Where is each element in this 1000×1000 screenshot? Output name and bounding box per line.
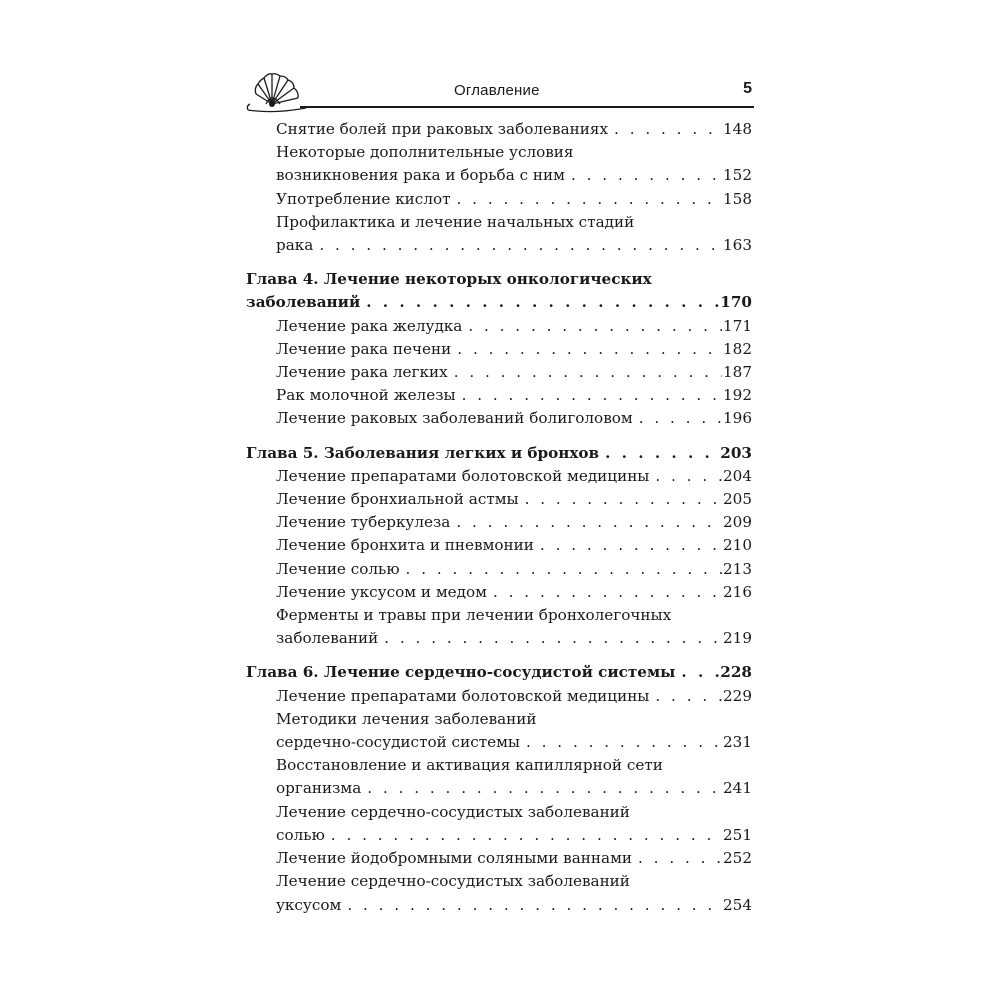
toc-entry-title-line: Лечение бронхиальной астмы [276, 490, 519, 509]
toc-page-number: 205 [723, 490, 752, 509]
toc-page-number: 209 [723, 513, 752, 532]
toc-chapter-entry [246, 268, 752, 314]
dot-leader [519, 488, 722, 511]
dot-leader [313, 234, 722, 257]
toc-entry-title-line: Методики лечения заболеваний [276, 709, 537, 728]
toc-entry-title-line: заболеваний [276, 629, 379, 648]
toc-entry-title-line: Лечение уксусом и медом [276, 582, 487, 601]
toc-section-entry [246, 407, 752, 430]
toc-entry-title-line: сердечно-сосудистой системы [276, 733, 520, 752]
dot-leader [565, 164, 722, 187]
toc-section-entry [246, 754, 752, 800]
dot-leader [675, 661, 720, 684]
toc-entry-title-line: Лечение препаратами болотовской медицины [276, 466, 650, 485]
toc-entry-title-line: рака [276, 236, 314, 255]
toc-section-entry [246, 188, 752, 211]
toc-chapter-entry [246, 442, 752, 465]
toc-page-number: 252 [723, 849, 752, 868]
toc-section-entry [246, 870, 752, 916]
toc-page-number: 171 [723, 316, 752, 335]
toc-page-number: 251 [723, 825, 752, 844]
dot-leader [599, 442, 720, 465]
toc-section-entry [246, 361, 752, 384]
toc-chapter-entry [246, 661, 752, 684]
toc-page-number: 152 [723, 166, 752, 185]
toc-page-number: 228 [720, 663, 752, 682]
toc-section-entry [246, 558, 752, 581]
dot-leader [341, 894, 722, 917]
toc-section-entry [246, 511, 752, 534]
toc-page-number: 219 [723, 629, 752, 648]
toc-entry-title-line: Глава 5. Заболевания легких и бронхов [246, 443, 600, 462]
toc-section-entry [246, 534, 752, 557]
dot-leader [649, 685, 722, 708]
toc-entry-title-line: Лечение солью [276, 559, 400, 578]
toc-entry-title-line: Лечение препаратами болотовской медицины [276, 686, 650, 705]
toc-page-number: 254 [723, 895, 752, 914]
dot-leader [633, 407, 722, 430]
toc-entry-title-line: Снятие болей при раковых заболеваниях [276, 120, 609, 138]
toc-section-entry [246, 465, 752, 488]
dot-leader [456, 384, 722, 407]
toc-entry-title-line: Лечение рака легких [276, 363, 448, 382]
toc-entry-title-line: Лечение сердечно-сосудистых заболеваний [276, 802, 630, 821]
toc-page-number: 203 [720, 443, 752, 462]
dot-leader [462, 315, 722, 338]
toc-entry-title-line: Лечение рака печени [276, 339, 452, 358]
dot-leader [378, 627, 722, 650]
toc-page-number: 196 [723, 409, 752, 428]
section-title: Оглавление [454, 82, 540, 99]
dot-leader [608, 118, 722, 141]
toc-section-entry [246, 685, 752, 708]
dot-leader [448, 361, 722, 384]
toc-page-number: 216 [723, 582, 752, 601]
dot-leader [632, 847, 722, 870]
toc-section-entry [246, 211, 752, 257]
toc-section-entry [246, 141, 752, 187]
toc-page-number: 187 [723, 363, 752, 382]
toc-entry-title-line: Рак молочной железы [276, 386, 456, 405]
toc-entry-title-line: Профилактика и лечение начальных стадий [276, 212, 635, 231]
toc-page-number: 158 [723, 189, 752, 208]
toc-entry-title-line: возникновения рака и борьба с ним [276, 166, 565, 185]
dot-leader [451, 188, 722, 211]
toc-entry-title-line: Лечение рака желудка [276, 316, 463, 335]
toc-page-number: 241 [723, 779, 752, 798]
dot-leader [325, 824, 722, 847]
toc-entry-title-line: заболеваний [246, 293, 361, 312]
toc-page-number: 210 [723, 536, 752, 555]
toc-section-entry [246, 604, 752, 650]
dot-leader [400, 558, 722, 581]
toc-section-entry [246, 847, 752, 870]
toc-section-entry [246, 384, 752, 407]
toc-page-number: 163 [723, 236, 752, 255]
toc-section-entry [246, 315, 752, 338]
toc-section-entry [246, 581, 752, 604]
toc-entry-title-line: Лечение бронхита и пневмонии [276, 536, 534, 555]
toc-section-entry [246, 801, 752, 847]
toc-section-entry [246, 338, 752, 361]
toc-entry-title-line: Лечение йодобромными соляными ваннами [276, 849, 633, 868]
toc-page-number: 204 [723, 466, 752, 485]
toc-page-number: 148 [723, 120, 752, 138]
toc-entry-title-line: Употребление кислот [276, 189, 451, 208]
toc-section-entry [246, 708, 752, 754]
toc-entry-title-line: Глава 6. Лечение сердечно-сосудистой системы [246, 663, 676, 682]
toc-entry-title-line: Лечение туберкулеза [276, 513, 451, 532]
table-of-contents [246, 118, 752, 917]
dot-leader [487, 581, 722, 604]
toc-page-number: 170 [720, 293, 752, 312]
toc-entry-title-line: Лечение сердечно-сосудистых заболеваний [276, 872, 630, 891]
toc-entry-title-line: организма [276, 779, 362, 798]
toc-page-number: 231 [723, 733, 752, 752]
dot-leader [451, 338, 722, 361]
toc-entry-title-line: Восстановление и активация капиллярной сети [276, 756, 663, 775]
dot-leader [520, 731, 722, 754]
dot-leader [360, 291, 720, 314]
running-header [244, 70, 754, 114]
toc-page-number: 182 [723, 339, 752, 358]
toc-entry-title-line: Глава 4. Лечение некоторых онкологических [246, 270, 652, 289]
toc-section-entry [246, 488, 752, 511]
toc-page-number: 229 [723, 686, 752, 705]
header-rule [300, 106, 754, 108]
toc-page-number: 192 [723, 386, 752, 405]
toc-entry-title-line: Некоторые дополнительные условия [276, 143, 574, 162]
toc-entry-title-line: Ферменты и травы при лечении бронхолегочных [276, 606, 672, 625]
dot-leader [649, 465, 722, 488]
toc-entry-title-line: солью [276, 825, 325, 844]
toc-entry-title-line: Лечение раковых заболеваний болиголовом [276, 409, 633, 428]
dot-leader [361, 777, 722, 800]
dot-leader [450, 511, 722, 534]
page-number: 5 [743, 80, 752, 97]
toc-section-entry [246, 118, 752, 141]
dot-leader [534, 534, 722, 557]
toc-page-number: 213 [723, 559, 752, 578]
toc-entry-title-line: уксусом [276, 895, 342, 914]
